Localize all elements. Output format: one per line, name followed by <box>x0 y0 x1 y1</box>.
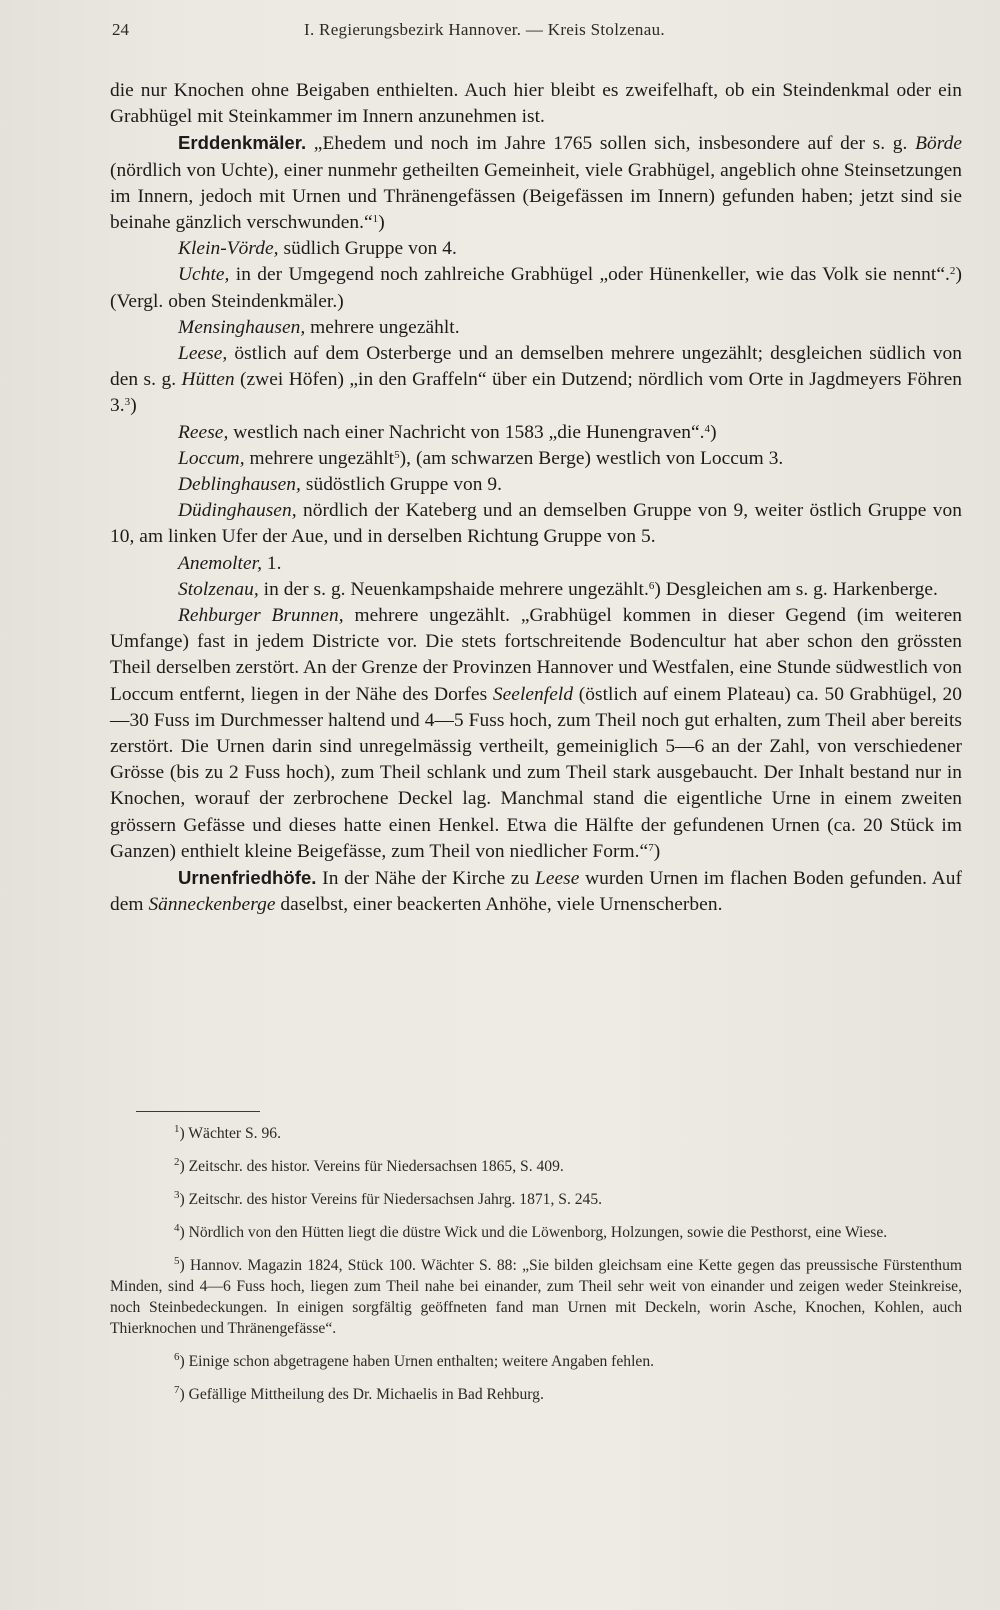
place-name: Rehburger Brunnen, <box>178 605 344 627</box>
text-run: westlich nach einer Nachricht von 1583 „die Hunengraven“. <box>228 421 705 443</box>
place-name: Leese <box>535 868 580 890</box>
footnote-divider <box>136 1111 260 1112</box>
paragraph-text: die nur Knochen ohne Beigaben enthielten. Auch hier bleibt es zweifelhaft, ob ein Steindenkmal oder ein Grabhügel mit Steinkammer im Innern anzunehmen ist. <box>110 80 962 128</box>
place-name: Sänneckenberge <box>148 894 276 916</box>
text-run: mehrere ungezählt. <box>305 316 460 338</box>
footnote-text: ) Hannov. Magazin 1824, Stück 100. Wächter S. 88: „Sie bilden gleichsam eine Kette gegen das preussische Fürstenthum Minden, sind 4—6 Fuss hoch, liegen zum Theil nahe bei einander, zum Theil sehr weit von einander und zeigen weder Steinkreise, noch Steinbedeckungen. In einigen sorgfältig geöffneten fand man Urnen mit Deckeln, worin Asche, Knochen, Kohlen, auch Thierknochen und Thränengefässe“. <box>110 1257 962 1337</box>
paragraph-continuation <box>110 78 962 130</box>
footnote <box>110 1189 962 1210</box>
text-run: in der s. g. Neuenkampshaide mehrere ungezählt. <box>258 578 649 600</box>
footnote-text: ) Zeitschr. des histor Vereins für Niedersachsen Jahrg. 1871, S. 245. <box>179 1191 603 1208</box>
place-name: Deblinghausen, <box>178 474 301 496</box>
place-name: Reese, <box>178 421 229 443</box>
text-run: ) <box>653 840 661 862</box>
page-number: 24 <box>112 20 129 39</box>
entry-deblinghausen <box>110 472 962 498</box>
footnote-ref: 5 <box>394 448 400 461</box>
place-name: Seelenfeld <box>492 683 574 705</box>
footnote-mark: 5 <box>174 1255 180 1267</box>
entry-loccum <box>110 446 962 472</box>
entry-uchte <box>110 262 962 314</box>
footnote-text: ) Einige schon abgetragene haben Urnen enthalten; weitere Angaben fehlen. <box>179 1353 655 1370</box>
text-run: mehrere ungezählt. „Grabhügel kommen in dieser Gegend (im weiteren Umfange) fast in jedem Districte vor. Die stets fortschreitende Bodencultur hat aber schon den grössten Theil derselben zerstört. An der Grenze der Provinzen Hannover und Westfalen, eine Stunde südwestlich von Loccum entfernt, liegen in der Nähe des Dorfes <box>110 605 962 705</box>
footnote <box>110 1255 962 1339</box>
entry-duedinghausen <box>110 498 962 550</box>
main-text <box>110 78 962 919</box>
paragraph-urnenfriedhoefe <box>110 865 962 918</box>
footnote-mark: 7 <box>174 1384 180 1396</box>
text-run: In der Nähe der Kirche zu <box>316 868 536 890</box>
place-name: Uchte, <box>178 264 230 286</box>
text-run: (zwei Höfen) „in den Graffeln“ über ein Dutzend; nördlich vom Orte in Jagdmeyers Föhren 3. <box>110 369 962 417</box>
paragraph-erddenkmaeler <box>110 130 962 236</box>
footnote <box>110 1222 962 1243</box>
entry-klein-voerde <box>110 236 962 262</box>
place-name: Düdinghausen, <box>178 500 297 522</box>
place-name: Börde <box>915 133 962 155</box>
text-run: (nördlich von Uchte), einer nunmehr getheilten Gemeinheit, viele Grabhügel, angeblich ohne Steinsetzungen im Innern, jedoch mit Urnen und Thränengefässen (Beigefässen im Innern) gefunden haben; jetzt sind sie beinahe gänzlich verschwunden.“ <box>110 159 962 234</box>
footnote-mark: 2 <box>174 1156 180 1168</box>
text-run: 1. <box>261 552 282 574</box>
text-run: ), (am schwarzen Berge) westlich von Loccum 3. <box>399 447 784 469</box>
place-name: Leese, <box>178 343 228 365</box>
footnote <box>110 1384 962 1405</box>
place-name: Anemolter, <box>178 552 262 574</box>
footnote <box>110 1123 962 1144</box>
text-run: östlich auf dem Osterberge und an demselben mehrere ungezählt; desgleichen südlich von den s. g. <box>110 343 962 391</box>
footnote-ref: 6 <box>648 579 655 592</box>
entry-rehburger-brunnen <box>110 603 962 865</box>
text-run: nördlich der Kateberg und an demselben Gruppe von 9, weiter östlich Gruppe von 10, am linken Ufer der Aue, und in derselben Richtung Gruppe von 5. <box>110 500 962 548</box>
text-run: ) <box>378 212 385 234</box>
text-run: ) (Vergl. oben Steindenkmäler.) <box>110 264 962 312</box>
footnote-ref: 7 <box>648 841 654 854</box>
entry-leese <box>110 341 962 420</box>
footnote-ref: 3 <box>124 396 131 409</box>
text-run: ) Desgleichen am s. g. Harkenberge. <box>654 578 938 600</box>
text-run: wurden Urnen im flachen Boden gefunden. Auf dem <box>110 868 962 916</box>
section-heading-erddenkmaeler: Erddenkmäler. <box>178 132 307 154</box>
text-run: „Ehedem und noch im Jahre 1765 sollen sich, insbesondere auf der s. g. <box>306 133 916 155</box>
text-run: mehrere ungezählt <box>244 447 395 469</box>
text-run: ) <box>130 395 137 417</box>
text-run: südöstlich Gruppe von 9. <box>300 474 503 496</box>
entry-anemolter <box>110 551 962 577</box>
place-name: Loccum, <box>178 447 245 469</box>
text-run: südlich Gruppe von 4. <box>278 238 457 260</box>
footnote-mark: 1 <box>174 1123 180 1135</box>
footnote-text: ) Gefällige Mittheilung des Dr. Michaelis in Bad Rehburg. <box>179 1386 544 1403</box>
entry-stolzenau <box>110 577 962 603</box>
section-heading-urnenfriedhoefe: Urnenfriedhöfe. <box>178 867 317 889</box>
entry-mensinghausen <box>110 315 962 341</box>
footnote-mark: 4 <box>174 1222 180 1234</box>
footnote-ref: 1 <box>372 213 379 226</box>
footnote-text: ) Nördlich von den Hütten liegt die düstre Wick und die Löwenborg, Holzungen, sowie die Pesthorst, eine Wiese. <box>179 1224 888 1241</box>
footnotes <box>110 1123 962 1405</box>
footnote <box>110 1156 962 1177</box>
running-header <box>112 20 962 48</box>
footnote-ref: 2 <box>949 265 956 278</box>
text-run: daselbst, einer beackerten Anhöhe, viele Urnenscherben. <box>275 894 723 916</box>
place-name: Klein-Vörde, <box>178 238 279 260</box>
footnote-ref: 4 <box>704 422 711 435</box>
entry-reese <box>110 420 962 446</box>
text-run: ) <box>710 421 717 443</box>
running-title: I. Regierungsbezirk Hannover. — Kreis Stolzenau. <box>304 20 665 39</box>
place-name: Stolzenau, <box>178 578 259 600</box>
text-run: in der Umgegend noch zahlreiche Grabhügel „oder Hünenkeller, wie das Volk sie nennt“. <box>229 264 950 286</box>
footnote-text: ) Zeitschr. des histor. Vereins für Niedersachsen 1865, S. 409. <box>179 1158 564 1175</box>
footnote-mark: 3 <box>174 1189 180 1201</box>
text-run: (östlich auf einem Plateau) ca. 50 Grabhügel, 20—30 Fuss im Durchmesser haltend und 4—5 Fuss hoch, zum Theil noch gut erhalten, zum Theil aber bereits zerstört. Die Urnen darin sind unregelmässig vertheilt, gemeiniglich 5—6 an der Zahl, von verschiedener Grösse (bis zu 2 Fuss hoch), zum Theil schlank und zum Theil stark ausgebaucht. Der Inhalt bestand nur in Knochen, worauf der zerbrochene Deckel lag. Manchmal stand die eigentliche Urne in einem zweiten grössern Gefässe und dieses hatte einen Henkel. Etwa die Hälfte der gefundenen Urnen (ca. 20 Stück im Ganzen) enthielt kleine Beigefässe, zum Theil von niedlicher Form.“ <box>110 683 962 862</box>
footnote-mark: 6 <box>174 1351 180 1363</box>
footnote-text: ) Wächter S. 96. <box>179 1125 281 1142</box>
footnote <box>110 1351 962 1372</box>
place-name: Hütten <box>181 369 235 391</box>
place-name: Mensinghausen, <box>178 316 306 338</box>
